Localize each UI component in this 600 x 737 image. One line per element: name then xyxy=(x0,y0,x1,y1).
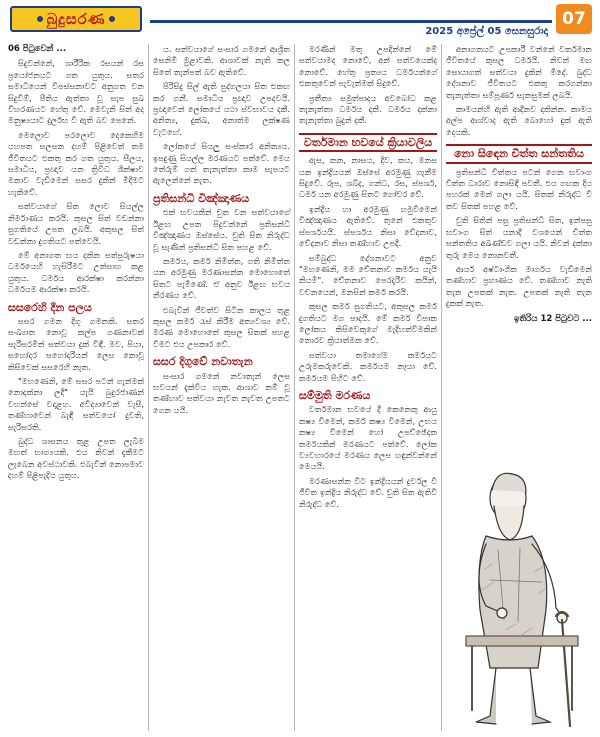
paragraph: එබැවින් ජීවත්ව සිටින කාලය තුළ කුසල කර්ම රැස් කිරීම අත්‍යවශ්‍ය වේ. මරණ මොහොතේ කුසල සිතක් පහළ වීමට එය උපකාර වේ. xyxy=(153,304,290,349)
paragraph: එක් භවයකින් චුත වන සත්වයාගේ ඊළඟ උපත සිදුවන්නේ ප්‍රතිසන්ධි විඤ්ඤාණය ඔස්සේය. චුති සිත නිරුද්ධ වූ සැණින් ප්‍රතිසන්ධි සිත පහළ වේ. xyxy=(153,207,290,252)
paragraph: පිරිසිදු සිල් ඇති පුද්ගලයා සිත එකඟ කර ගනී. සමාධිය ප්‍රඥාව උපදවයි. ප්‍රඥාවෙන් ලෝකයේ යථා ස්වභාවය දකී. අනිත්‍ය, දුක්ඛ, අනාත්ම ලක්ෂණ වැටහේ. xyxy=(153,81,290,137)
page-header xyxy=(0,0,600,40)
paragraph: කුසල කර්ම සුගතියට, අකුසල කර්ම දුගතියට මග පාදයි. මේ කර්ම විපාක ලෝකය කිසිවෙකුගේ මැදිහත්වීමකින් තොරව ක්‍රියාත්මක වේ. xyxy=(299,301,437,346)
subheading: සම්මුති මරණය xyxy=(299,388,371,402)
column-1 xyxy=(8,44,144,485)
paragraph: ප්‍රතිසන්ධි චිත්තය පටන් ගෙන භවාංග චිත්ත ධාරාව නොසිඳී පවතී. එය ගඟක දිය පහරක් මෙන් ගලා යයි. සිතක් නිරුද්ධ වී තව සිතක් පහළ වේ. xyxy=(446,166,592,211)
paragraph: ඉන්ද්‍රිය හා අරමුණු හමුවීමෙන් විඤ්ඤාණය ඇතිවේ. තුනේ එකතුව ස්පර්ශයයි. ස්පර්ශය නිසා වේදනාව, වේදනාව නිසා තණ්හාව උපදී. xyxy=(299,203,437,249)
paragraph: ලෝකයේ සියලු සංස්කාර අනිත්‍යය. ඉපදුණු සියල්ල මරණයට පත්වේ. මෙය තේරුම් ගත් තැනැත්තා කාම සැපයට ඇලෙන්නේ නැත. xyxy=(153,141,290,186)
paragraph: වර්තමාන භවයේ දී කෙනෙකු ආයු කෂ්‍ය වීමෙන්, කර්ම කෂ්‍ය වීමෙන්, උභය කෂ්‍ය වීමෙන් හෝ උපච්ඡේදක කර්මයකින් මරණයට පත්වේ. ලෝක ව්‍යවහාරයේ මරණය ලෙස හඳුන්වන්නේ මෙයයි. xyxy=(299,404,437,472)
paragraph: "මහණෙනි, මේ සසර පටන් ගැන්මක් නොදක්නා ලදී" යැයි බුදුරජාණන් වහන්සේ වදාළහ. අවිද්‍යාවෙන් වැසී, තණ්හාවෙන් බැඳී සත්වයෝ දුවති, සැරිසරති. xyxy=(8,375,144,432)
paragraph: සම්බුද්ධ දේශනාවට අනුව "මහණෙනි, මම චේතනාව කර්මය යැයි කියමි". චේතනාව පෙරදැරිව කයින්, වචනයෙන්, මනසින් කර්ම කරයි. xyxy=(299,252,437,297)
paragraph: මරණින් මතු උපදින්නේ මේ සත්වයාමද නොවේ, අන් සත්වයෙක්ද නොවේ. හේතු ප්‍රත්‍යය ධර්මයන්ගේ එකතුවෙන් පැවැත්මක් සිදුවේ. xyxy=(299,44,437,89)
issue-date: 2025 අප්‍රේල් 05 සෙනසුරාදා xyxy=(425,26,548,37)
subheading: ප්‍රතිසන්ධි විඤ්ඤාණය xyxy=(153,191,250,205)
continued-note: 06 පිටුවෙන් ... xyxy=(8,44,67,54)
column-divider xyxy=(148,44,149,731)
paragraph: මේ අනාගත භය දකින සත්පුරුෂයා ධර්මයෙහි හැසිරීමට උත්සාහ කළ යුතුය. ධර්මය ආරක්ෂා කරන්නා ධර්මයම ආරක්ෂා කරයි. xyxy=(8,249,144,295)
paragraph: සංසාර ගමනේ නවාතැන් ලෙස භවයන් දැක්විය හැක. ආශාව නම් වූ තණ්හාව සත්වයා නැවත නැවත උපතට ගෙන යයි. xyxy=(153,370,290,415)
logo-dot-icon xyxy=(109,16,115,22)
subheading: සසර දිගුවේ නවාතැන xyxy=(153,355,253,369)
paragraph: කර්මය, කර්ම නිමිත්ත, ගති නිමිත්ත යන අරමුණු මරණාසන්න මොහොතේ සිතට පැමිණේ. ඒ අනුව ඊළඟ භවය තීරණය වේ. xyxy=(153,255,290,301)
column-divider xyxy=(441,44,442,731)
paragraph: චුති සිතින් පසු ප්‍රතිසන්ධි සිත, ඉන්පසු භවාංග සිත් යනාදී වශයෙන් චිත්ත සන්තතිය අඛණ්ඩව ගලා යයි. නිවන් දක්නා තුරු මෙය නොනවතී. xyxy=(446,215,592,260)
paragraph: සත්වයාගේ සිත ලොව සියල්ල නිර්මාණය කරයි. කුසල සිත් වඩන්නා සුගතියේ උපත ලබයි. අකුසල සිත් වඩන්නා දුගතියට පත්වෙයි. xyxy=(8,201,144,246)
paragraph: ප්‍රතීත්‍ය සමුත්පාදය අවබෝධ කළ තැනැත්තා ධර්මය දකී. ධර්මය දක්නා තැනැත්තා බුදුන් දකී. xyxy=(299,92,437,126)
paragraph: සිදුවන්නේ, ශාරීරික රසයන් රස ප්‍රයෝජනයට ගත යුතුය. සතර සමාධියෙන් විපස්සනාවට අනුගත වන සිදුවීම්, පීතිය ඇත්තා වූ සැප සුඛ විහරණයට හේතු වේ. මෙවැනි සිත් අද මනුෂ්‍යයාට දුර්ලභ වී ඇති බව පෙනේ. xyxy=(8,58,144,126)
paragraph: බුද්ධ ශාසනය තුළ උපත ලැබීම මහත් භාග්‍යයකි. එය නිවන් දැකීමට ලැබෙන අවස්ථාවකි. එබැවින් නොපමාව දහම් පිළිපැදිය යුතුය. xyxy=(8,436,144,481)
paragraph: මෙලොව පරලොව දෙකෙහිම යහපත සලසන දහම් පිළිවෙත් තම ජීවිතයට එකතු කර ගත යුතුය. සීලය, සමාධිය, ප්‍රඥාව යන ත්‍රිවිධ ශික්ෂාව මනාව වැඩීමෙන් සසර දුකින් මිදීමට හැකිවේ. xyxy=(8,129,144,197)
paragraph: සත්වයා තමාගේම කර්මයට උරුමකරුවෙකි. කර්මයම නෑයා වේ. කර්මයම පිහිට වේ. xyxy=(299,349,437,383)
elderly-man-illustration xyxy=(446,440,596,732)
paragraph: මරණාසන්න විට ඉන්ද්‍රියයන් දුර්වල වී ජීවිත ඉන්ද්‍රිය නිරුද්ධ වේ. චුති සිත ඇතිවී නිරුද්ධ වේ. xyxy=(299,475,437,509)
subheading: නො සිඳෙන චිත්ත සන්තතිය xyxy=(446,144,592,163)
column-2 xyxy=(153,44,290,419)
paragraph: ය. සත්වයාගේ සංසාර ගමනේ ආශ්‍රිත සෙනිම් මුළාවකි. ආශාවක් නැති කල සිතේ තැන්පත් බව ඇතිවේ. xyxy=(153,44,290,77)
column-4 xyxy=(446,44,592,325)
column-3 xyxy=(299,44,437,513)
page-number: 07 xyxy=(556,4,592,34)
paragraph: සසර ගමන දිගු ගමනකි. සතර සංඛ්‍යාත නොවූ කල්ප ගණනාවක් සැරිසරමින් සත්වයා දුක් විඳී. මව, පියා, සහෝදර සහෝදරියන් ලෙස නොවූ කිසිවෙක් සසරෙහි නැත. xyxy=(8,315,144,372)
paragraph: ඇස, කන, නාසය, දිව, කය, මනස යන ඉන්ද්‍රියයන් ඔස්සේ අරමුණු ගැනීම සිදුවේ. රූප, ශබ්ද, ගන්ධ, රස, ස්පර්ශ, ධර්ම යන අරමුණු සිතට ගෝචර වේ. xyxy=(299,155,437,200)
paragraph: ආර්ය අෂ්ටාංගික මාර්ගය වැඩීමෙන් තණ්හාව ප්‍රහාණය වේ. තණ්හාව නැති තැන උපතක් නැත. උපතක් නැති තැන දුකක් නැත. xyxy=(446,263,592,309)
subheading: වර්තමාන භවයේ ක්‍රියාවලිය xyxy=(299,133,437,152)
logo-dot-icon xyxy=(37,16,43,22)
header-rule xyxy=(150,20,552,23)
logo-text: බුදුසරණ xyxy=(46,10,106,28)
subheading: සසරෙහි දීන පලය xyxy=(8,300,92,314)
column-divider xyxy=(294,44,295,731)
paragraph: කාමයන්හි ඇති ආදීනව දකින්න. කාමය අල්ප ආශ්වාද ඇති බොහෝ දුක් ඇති දෙයකි. xyxy=(446,104,592,137)
continued-on-note: ඉතිරිය 12 පිටුවට ... xyxy=(514,313,592,324)
masthead-logo xyxy=(10,6,142,32)
paragraph: අනාගතයට උපකාරී වන්නේ වර්තමාන ජීවිතයේ කුසල ධර්මයි. නිවන් මඟ සොයාගත් සත්වයා දුකින් මිදේ. බුද්ධ දේශනාව ජීවිතයට එකතු කරගන්නා තැනැත්තා සම්පූර්ණ සැනසුමක් ලබයි. xyxy=(446,44,592,100)
